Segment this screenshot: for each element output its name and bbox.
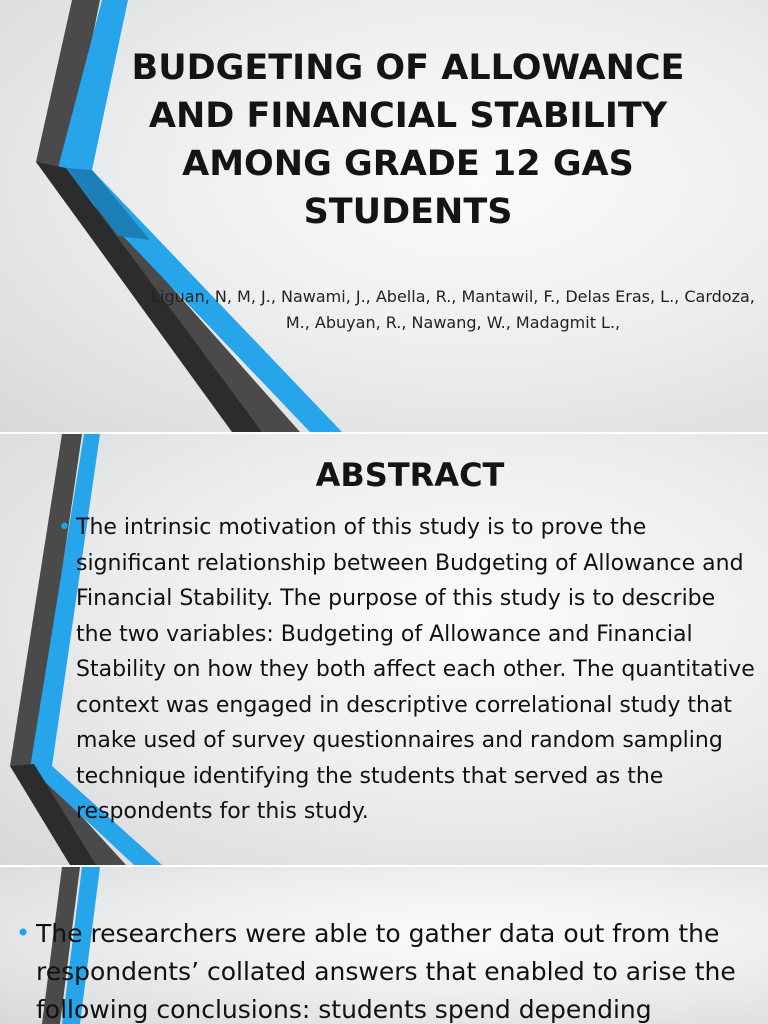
- authors-list: Liguan, N, M, J., Nawami, J., Abella, R., Mantawil, F., Delas Eras, L., Cardoza, M., Abuyan, R., Nawang, W., Madagmit L.,: [151, 287, 755, 332]
- conclusion-bullet: [16, 915, 756, 1024]
- bullet-marker: •: [58, 515, 71, 540]
- bullet-marker: •: [16, 919, 31, 947]
- section-heading: ABSTRACT: [315, 456, 505, 494]
- abstract-bullet: [58, 510, 758, 830]
- title-slide: [0, 0, 768, 432]
- conclusion-text: The researchers were able to gather data out from the respondents’ collated answers that enabled to arise the following conclusions: students spend depending: [36, 919, 736, 1024]
- slide-title: BUDGETING OF ALLOWANCE AND FINANCIAL STABILITY AMONG GRADE 12 GAS STUDENTS: [131, 48, 685, 232]
- abstract-slide: [0, 434, 768, 865]
- conclusion-slide: [0, 867, 768, 1024]
- abstract-text: The intrinsic motivation of this study is to prove the significant relationship between Budgeting of Allowance and Financial Stability. The purpose of this study is to describe the two variables: Budgeting of Allowance and Financial Stability on how they both affect each other. The quantitative context was engaged in descriptive correlational study that make used of survey questionnaires and random sampling technique identifying the students that served as the respondents for this study.: [76, 515, 755, 824]
